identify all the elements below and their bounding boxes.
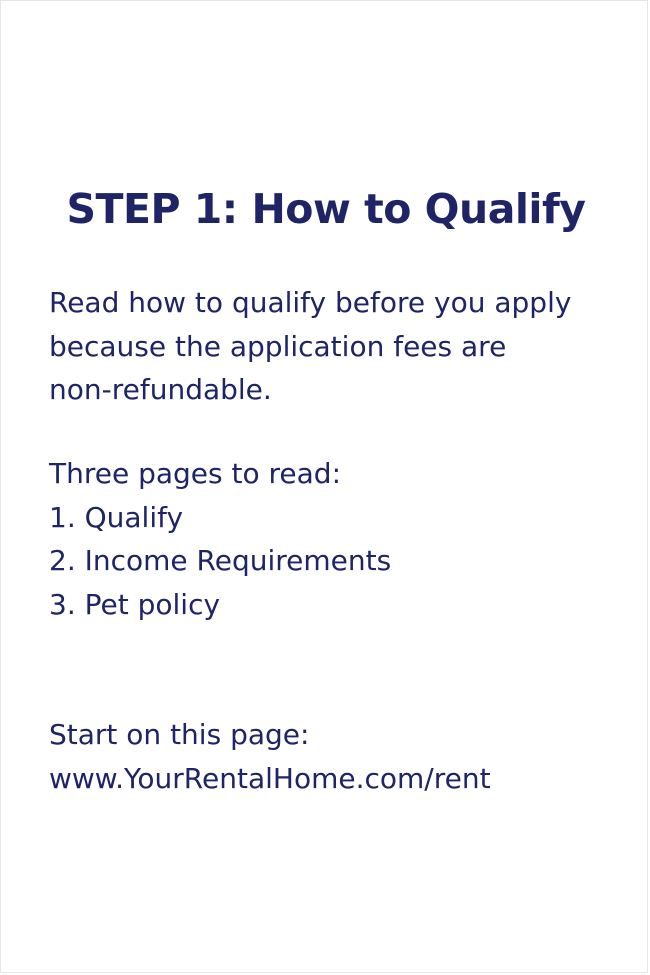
list-item: 2. Income Requirements: [49, 544, 392, 577]
list-item: 1. Qualify: [49, 500, 184, 534]
intro-paragraph: [49, 281, 571, 412]
intro-line: because the application fees are: [49, 329, 507, 363]
start-url: www.YourRentalHome.com/rent: [49, 761, 491, 795]
start-section: [49, 713, 491, 800]
intro-line: Read how to qualify before you apply: [49, 286, 572, 319]
reading-list: [49, 452, 391, 626]
start-label: Start on this page:: [49, 718, 310, 751]
intro-line: non-refundable.: [49, 373, 272, 406]
reading-list-heading: Three pages to read:: [49, 457, 342, 490]
page-title: STEP 1: How to Qualify: [66, 185, 586, 233]
list-item: 3. Pet policy: [49, 587, 221, 621]
